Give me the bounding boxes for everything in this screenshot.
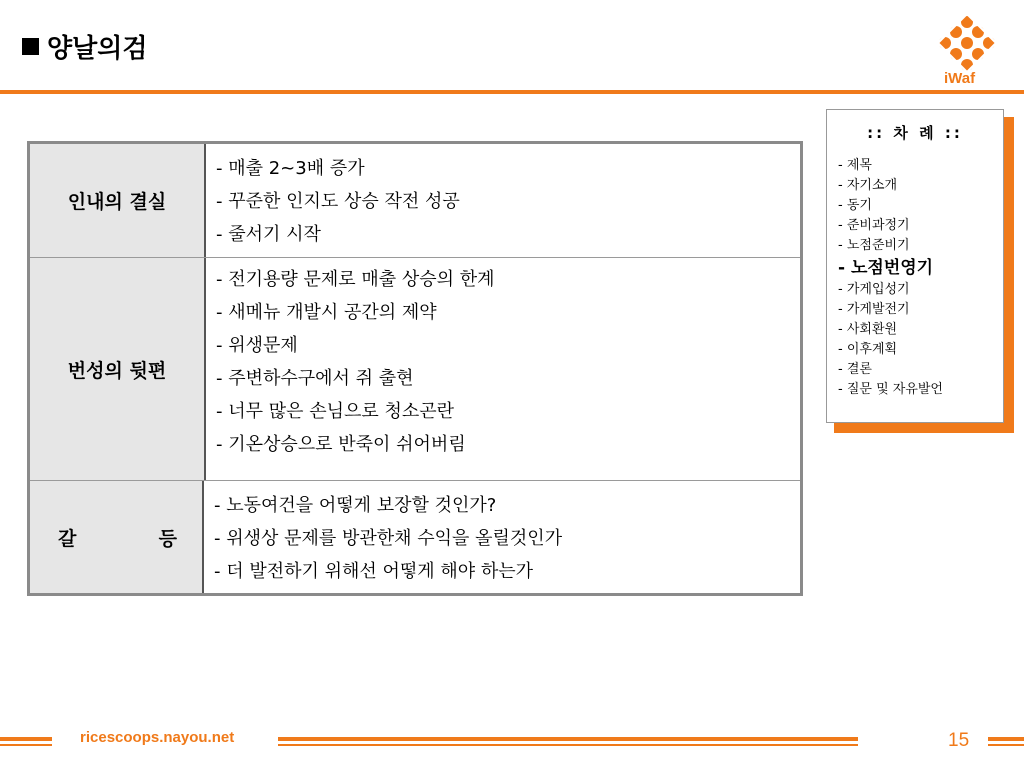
toc-list	[838, 156, 943, 400]
footer-divider	[0, 737, 52, 741]
toc-item-stall-prep[interactable]: - 노점준비기	[838, 238, 910, 253]
list-item: - 새메뉴 개발시 공간의 제약	[216, 302, 437, 323]
toc-item-social-return[interactable]: - 사회환원	[838, 322, 898, 337]
toc-item-preparation[interactable]: - 준비과정기	[838, 218, 910, 233]
row-content	[206, 258, 800, 480]
header-divider	[0, 90, 1024, 94]
page-number: 15	[948, 730, 970, 751]
content-table	[27, 141, 803, 596]
toc-item-conclusion[interactable]: - 결론	[838, 362, 872, 377]
table-row	[30, 481, 800, 593]
row-content	[204, 481, 800, 593]
list-item: - 전기용량 문제로 매출 상승의 한계	[216, 269, 495, 290]
toc-item-future-plan[interactable]: - 이후계획	[838, 342, 898, 357]
table-row	[30, 144, 800, 258]
row-header-right: 등	[158, 527, 177, 550]
list-item: - 줄서기 시작	[216, 224, 321, 245]
footer-divider	[0, 744, 52, 746]
logo-text: iWaf	[944, 70, 976, 87]
footer-site-link[interactable]: ricescoops.nayou.net	[80, 729, 235, 746]
toc-item-store-entry[interactable]: - 가게입성기	[838, 282, 910, 297]
list-item: - 너무 많은 손님으로 청소곤란	[216, 401, 455, 422]
page-title	[22, 28, 147, 65]
toc-item-qna[interactable]: - 질문 및 자유발언	[838, 382, 943, 397]
table-of-contents	[826, 109, 1004, 423]
footer-divider	[278, 744, 858, 746]
toc-item-stall-prosperity[interactable]: - 노점번영기	[838, 258, 934, 278]
toc-title: :: 차 례 ::	[867, 124, 963, 142]
row-header	[30, 481, 204, 593]
table-row	[30, 258, 800, 481]
page-title-text: 양날의검	[47, 34, 148, 64]
list-item: - 더 발전하기 위해선 어떻게 해야 하는가	[214, 561, 534, 582]
toc-item-motivation[interactable]: - 동기	[838, 198, 872, 213]
row-header: 번성의 뒷편	[30, 258, 206, 480]
row-content	[206, 144, 800, 257]
list-item: - 노동여건을 어떻게 보장할 것인가?	[214, 495, 497, 516]
toc-item-title[interactable]: - 제목	[838, 158, 872, 173]
toc-item-store-growth[interactable]: - 가게발전기	[838, 302, 910, 317]
list-item: - 매출 2~3배 증가	[216, 158, 365, 179]
row-header-left: 갈	[58, 527, 77, 550]
list-item: - 기온상승으로 반죽이 쉬어버림	[216, 434, 466, 455]
row-header: 인내의 결실	[30, 144, 206, 257]
toc-item-intro[interactable]: - 자기소개	[838, 178, 898, 193]
list-item: - 꾸준한 인지도 상승 작전 성공	[216, 191, 460, 212]
list-item: - 주변하수구에서 쥐 출현	[216, 368, 414, 389]
footer-divider	[988, 737, 1024, 741]
square-bullet-icon	[22, 38, 39, 55]
list-item: - 위생상 문제를 방관한채 수익을 올릴것인가	[214, 528, 563, 549]
footer-divider	[278, 737, 858, 741]
list-item: - 위생문제	[216, 335, 298, 356]
footer-divider	[988, 744, 1024, 746]
